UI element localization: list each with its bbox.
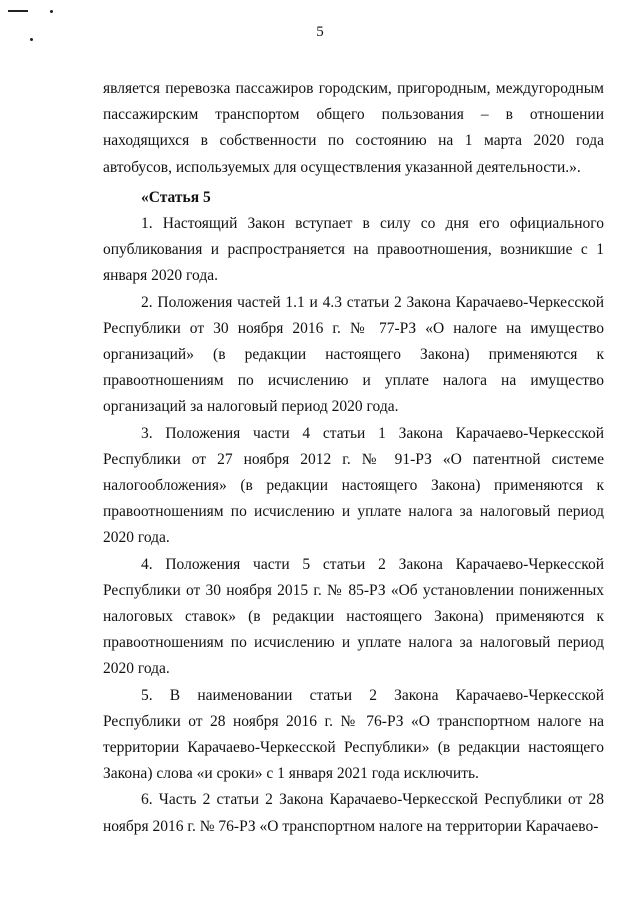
article-heading: «Статья 5 [141,188,211,206]
paragraph-4: 4. Положения части 5 статьи 2 Закона Карачаево-Черкесской Республики от 30 ноября 2015 г. № 85-РЗ «Об установлении пониженных налоговых ставок» (в редакции настоящего Закона) применяются к правоотношениям по исчислению и уплате налога за налоговый период 2020 года. [103,555,604,678]
continuation-paragraph: является перевозка пассажиров городским, пригородным, междугородным пассажирским транспортом общего пользования – в отношении находящихся в собственности по состоянию на 1 марта 2020 года автобусов, используемых для осуществления указанной деятельности.». [103,80,604,176]
paragraph-2: 2. Положения частей 1.1 и 4.3 статьи 2 Закона Карачаево-Черкесской Республики от 30 ноября 2016 г. № 77-РЗ «О налоге на имущество организаций» (в редакции настоящего Закона) применяются к правоотношениям по исчислению и уплате налога на имущество организаций за налоговый период 2020 года. [103,293,604,416]
paragraph-1: 1. Настоящий Закон вступает в силу со дня его официального опубликования и распространяется на правоотношения, возникшие с 1 января 2020 года. [103,215,604,285]
paragraph-6: 6. Часть 2 статьи 2 Закона Карачаево-Черкесской Республики от 28 ноября 2016 г. № 76-РЗ «О транспортном налоге на территории Карачаево- [103,791,604,835]
scan-mark [8,10,28,12]
document-body [103,76,604,840]
paragraph-5: 5. В наименовании статьи 2 Закона Карачаево-Черкесской Республики от 28 ноября 2016 г. № 76-РЗ «О транспортном налоге на территории Карачаево-Черкесской Республики» (в редакции настоящего Закона) слова «и сроки» с 1 января 2021 года исключить. [103,686,604,783]
page-number: 5 [316,24,324,40]
paragraph-3: 3. Положения части 4 статьи 1 Закона Карачаево-Черкесской Республики от 27 ноября 2012 г. № 91-РЗ «О патентной системе налогообложения» (в редакции настоящего Закона) применяются к правоотношениям по исчислению и уплате налога за налоговый период 2020 года. [103,424,604,547]
scan-dot [50,10,53,13]
